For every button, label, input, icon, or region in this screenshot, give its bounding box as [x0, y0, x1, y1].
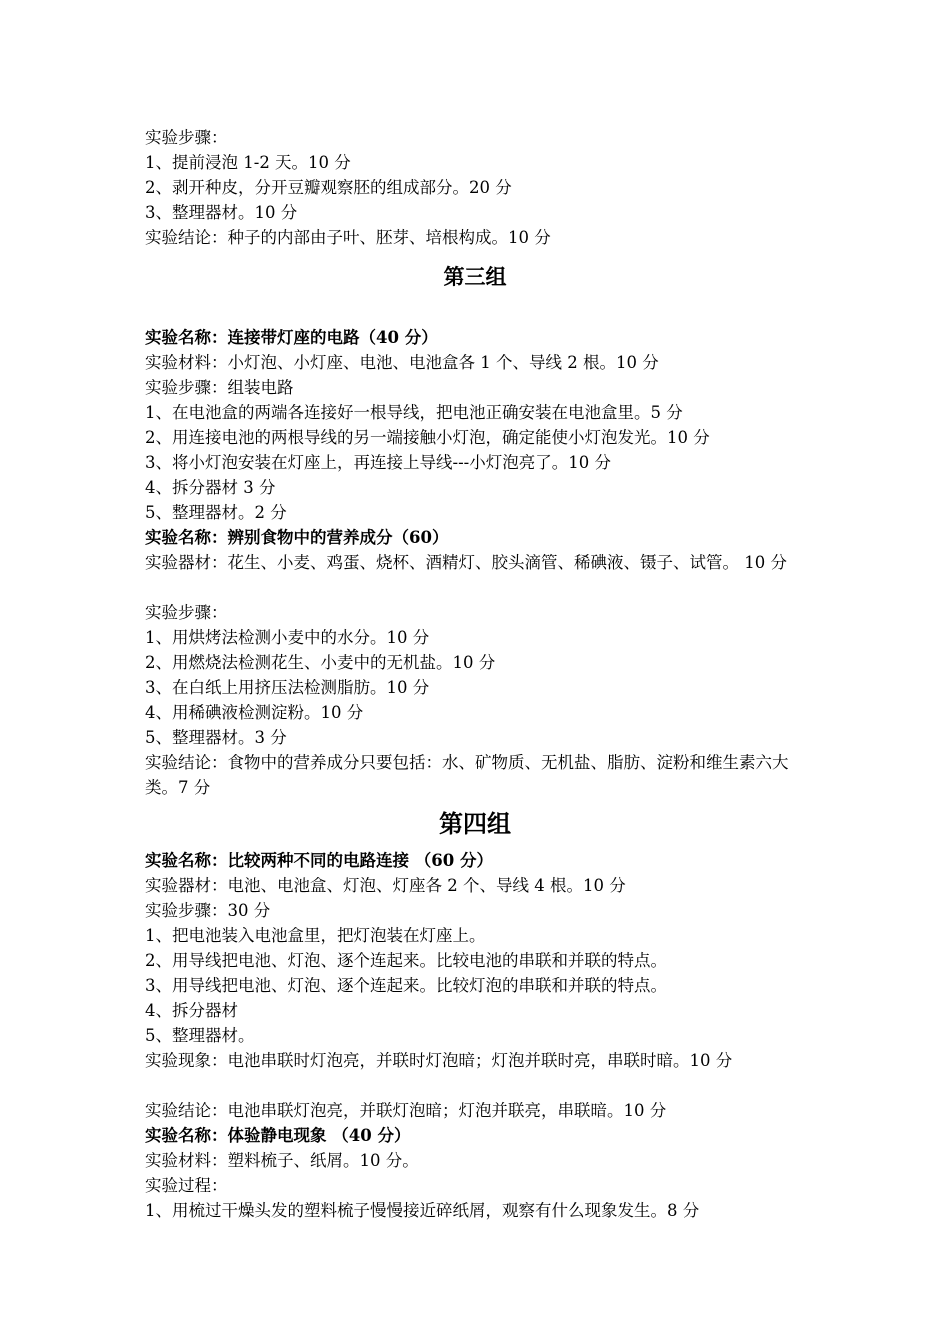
step-item: 2、用连接电池的两根导线的另一端接触小灯泡，确定能使小灯泡发光。10 分 — [145, 428, 710, 447]
group3-heading: 第三组 — [443, 265, 507, 289]
step-item: 1、用梳过干燥头发的塑料梳子慢慢接近碎纸屑，观察有什么现象发生。8 分 — [145, 1201, 700, 1220]
step-item: 5、整理器材。3 分 — [145, 728, 287, 747]
step-item: 4、用稀碘液检测淀粉。10 分 — [145, 703, 364, 722]
step-item: 1、把电池装入电池盒里，把灯泡装在灯座上。 — [145, 926, 486, 945]
step-item: 1、在电池盒的两端各连接好一根导线，把电池正确安装在电池盒里。5 分 — [145, 403, 683, 422]
conclusion: 实验结论：种子的内部由子叶、胚芽、培根构成。10 分 — [145, 228, 551, 247]
step-item: 1、用烘烤法检测小麦中的水分。10 分 — [145, 628, 430, 647]
steps-title: 实验步骤：组装电路 — [145, 378, 294, 397]
process-title: 实验过程： — [145, 1176, 228, 1195]
step-item: 4、拆分器材 — [145, 1001, 238, 1020]
steps-title: 实验步骤： — [145, 128, 228, 147]
step-item: 2、用导线把电池、灯泡、逐个连起来。比较电池的串联和并联的特点。 — [145, 951, 667, 970]
step-item: 3、将小灯泡安装在灯座上，再连接上导线---小灯泡亮了。10 分 — [145, 453, 611, 472]
experiment-materials: 实验材料：塑料梳子、纸屑。10 分。 — [145, 1151, 419, 1170]
experiment-name: 实验名称：连接带灯座的电路（40 分） — [145, 328, 438, 347]
step-item: 5、整理器材。 — [145, 1026, 255, 1045]
step-item: 2、用燃烧法检测花生、小麦中的无机盐。10 分 — [145, 653, 496, 672]
group4-heading: 第四组 — [439, 810, 511, 838]
phenomenon: 实验现象：电池串联时灯泡亮，并联时灯泡暗；灯泡并联时亮，串联时暗。10 分 — [145, 1051, 733, 1070]
experiment-name: 实验名称：辨别食物中的营养成分（60） — [145, 528, 449, 547]
experiment-materials: 实验材料：小灯泡、小灯座、电池、电池盒各 1 个、导线 2 根。10 分 — [145, 353, 659, 372]
step-item: 4、拆分器材 3 分 — [145, 478, 276, 497]
steps-title: 实验步骤：30 分 — [145, 901, 271, 920]
experiment-name: 实验名称：体验静电现象 （40 分） — [145, 1126, 411, 1145]
step-item: 3、在白纸上用挤压法检测脂肪。10 分 — [145, 678, 430, 697]
step-item: 2、剥开种皮，分开豆瓣观察胚的组成部分。20 分 — [145, 178, 512, 197]
step-item: 5、整理器材。2 分 — [145, 503, 287, 522]
experiment-name: 实验名称：比较两种不同的电路连接 （60 分） — [145, 851, 493, 870]
step-item: 3、整理器材。10 分 — [145, 203, 298, 222]
step-item: 1、提前浸泡 1-2 天。10 分 — [145, 153, 351, 172]
conclusion: 实验结论：电池串联灯泡亮，并联灯泡暗；灯泡并联亮，串联暗。10 分 — [145, 1101, 667, 1120]
steps-title: 实验步骤： — [145, 603, 228, 622]
step-item: 3、用导线把电池、灯泡、逐个连起来。比较灯泡的串联和并联的特点。 — [145, 976, 667, 995]
experiment-materials: 实验器材：花生、小麦、鸡蛋、烧杯、酒精灯、胶头滴管、稀碘液、镊子、试管。 10 分 — [145, 553, 787, 572]
conclusion: 实验结论：食物中的营养成分只要包括：水、矿物质、无机盐、脂肪、淀粉和维生素六大类。7 分 — [145, 753, 789, 797]
experiment-materials: 实验器材：电池、电池盒、灯泡、灯座各 2 个、导线 4 根。10 分 — [145, 876, 626, 895]
